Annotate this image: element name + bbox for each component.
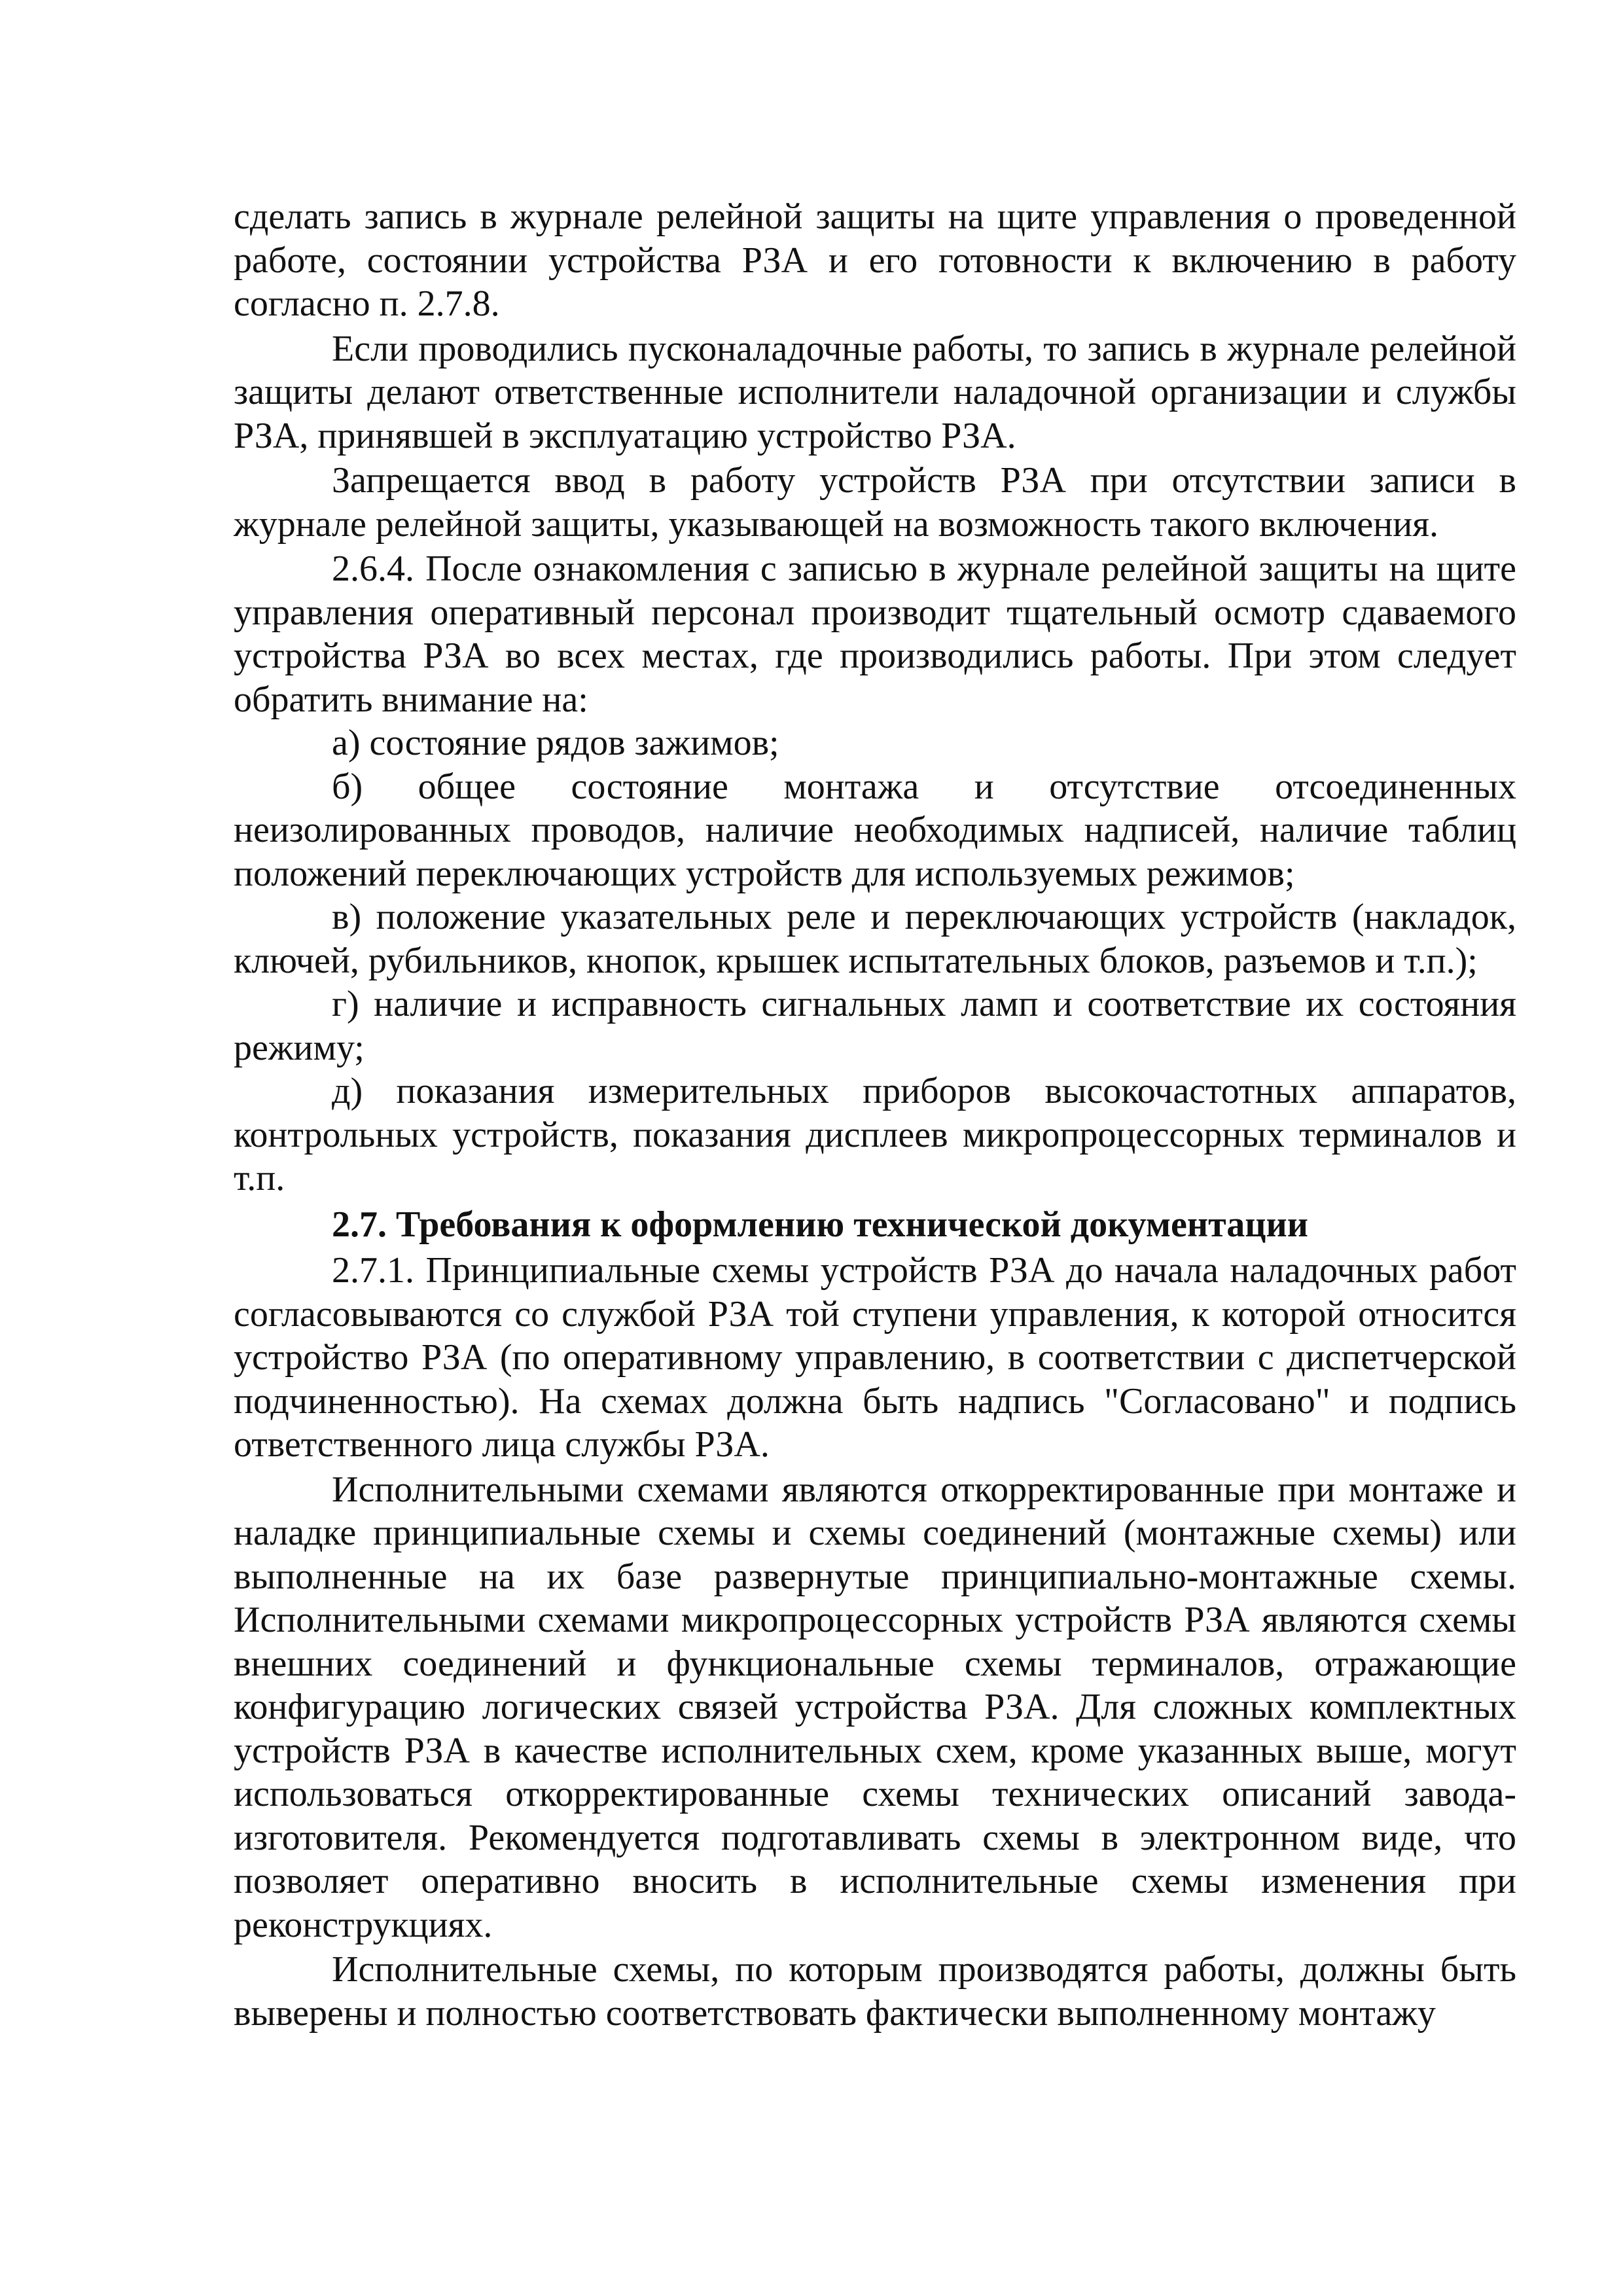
paragraph-schemes-verification: Исполнительные схемы, по которым производятся работы, должны быть выверены и полностью соответствовать фактически выполненному монтажу <box>234 1949 1516 2034</box>
list-item-v: в) положение указательных реле и переключающих устройств (накладок, ключей, рубильников, кнопок, крышек испытательных блоков, разъемов и т.п.); <box>234 897 1516 981</box>
list-item-g: г) наличие и исправность сигнальных ламп и соответствие их состояния режиму; <box>234 984 1516 1068</box>
paragraph-2-6-4: 2.6.4. После ознакомления с записью в журнале релейной защиты на щите управления оперативный персонал производит тщательный осмотр сдаваемого устройства РЗА во всех местах, где производились работы. При этом следует обратить внимание на: <box>234 548 1516 720</box>
paragraph-2-7-1: 2.7.1. Принципиальные схемы устройств РЗА до начала наладочных работ согласовываются со службой РЗА той ступени управления, к которой относится устройство РЗА (по оперативному управлению, в соответствии с диспетчерской подчиненностью). На схемах должна быть надпись "Согласовано" и подпись ответственного лица службы РЗА. <box>234 1250 1516 1465</box>
document-body <box>234 195 1516 2035</box>
paragraph-commissioning-entry: Если проводились пусконаладочные работы, то запись в журнале релейной защиты делают ответственные исполнители наладочной организации и службы РЗА, принявшей в эксплуатацию устройство РЗА. <box>234 328 1516 456</box>
list-item-b: б) общее состояние монтажа и отсутствие отсоединенных неизолированных проводов, наличие необходимых надписей, наличие таблиц положений переключающих устройств для используемых режимов; <box>234 766 1516 894</box>
paragraph-prohibition: Запрещается ввод в работу устройств РЗА при отсутствии записи в журнале релейной защиты, указывающей на возможность такого включения. <box>234 460 1516 545</box>
paragraph-executive-schemes: Исполнительными схемами являются откорректированные при монтаже и наладке принципиальные схемы и схемы соединений (монтажные схемы) или выполненные на их базе развернутые принципиально-монтажные схемы. Исполнительными схемами микропроцессорных устройств РЗА являются схемы внешних соединений и функциональные схемы терминалов, отражающие конфигурацию логических связей устройства РЗА. Для сложных комплектных устройств РЗА в качестве исполнительных схем, кроме указанных выше, могут использоваться откорректированные схемы технических описаний завода-изготовителя. Рекомендуется подготавливать схемы в электронном виде, что позволяет оперативно вносить в исполнительные схемы изменения при реконструкциях. <box>234 1469 1516 1945</box>
paragraph-journal-entry: сделать запись в журнале релейной защиты на щите управления о проведенной работе, состоянии устройства РЗА и его готовности к включению в работу согласно п. 2.7.8. <box>234 196 1516 324</box>
list-item-d: д) показания измерительных приборов высокочастотных аппаратов, контрольных устройств, показания дисплеев микропроцессорных терминалов и т.п. <box>234 1071 1516 1198</box>
section-heading-2-7: 2.7. Требования к оформлению технической документации <box>332 1204 1309 1245</box>
list-item-a: а) состояние рядов зажимов; <box>332 723 779 763</box>
